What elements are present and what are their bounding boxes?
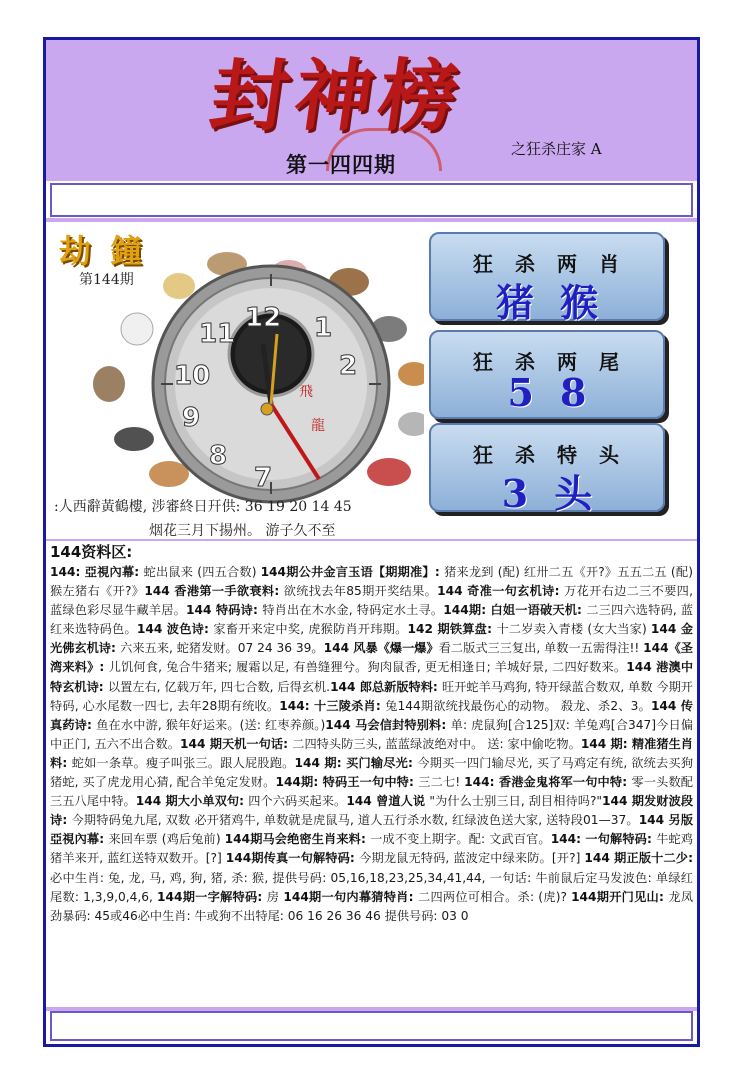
poem-line: 烟花三月下揚州。 游子久不至 [149,523,336,539]
info-item-text: 猪来龙到 (配) 红卅二五《开?》五五二五 (配) 猴左猪右《开?》 [50,565,693,599]
info-item-text: 特肖出在木水金, 特码定水土寻。 [262,603,444,618]
tile-value: 58 [507,370,613,415]
info-item-text: 今期龙鼠无特码, 蓝波定中绿来防。[开?] [359,851,585,866]
info-item-heading: 144 期天机一句话: [180,736,293,751]
info-item-text: 龙凤劲暴码: 45或46必中生肖: 牛或狗不出特尾: 06 16 26 36 46 提供号码: 03 0 [50,889,693,923]
info-item-text: 以置左右, 亿载万年, 四七合数, 后得玄机. [107,679,331,694]
info-item-text: 牛蛇鸡猪羊来开, 蓝红送特双数开。[?] [50,832,693,866]
tile-heading: 狂杀两尾 [473,350,641,374]
info-item-text: 今期买一四门输尽光, 买了马鸡定有统, 欲统去买狗猪蛇, 买了虎龙用心猜, 配合羊兔定发财。 [50,755,693,790]
clock-number: 9 [182,403,201,433]
info-item-heading: 144期开门见山: [571,889,669,904]
poem-line: :人西辭黃鶴樓, 涉審終日幵供: 36 19 20 14 45 [54,499,352,515]
info-item-heading: 144: 十三陵杀肖: [279,698,386,713]
info-item-heading: 142 期铁算盘: [407,622,497,637]
info-item-text: 一成不变上期字。配: 文武百官。 [370,832,551,847]
info-item-text: 万花开右边二三不要四, 蓝绿色彩尽显牛藏羊居。 [50,584,693,618]
info-item-text: 儿饥何食, 兔合牛猪来; 履霜以足, 有兽缝狸兮。狗肉鼠香, 更无相逢日; 羊城好景, 二四好数来。 [108,660,627,675]
info-item-text: 二四两位可相合。杀: (虎)? [418,889,572,904]
info-item-text: 鱼在水中游, 猴年好运来。(送: 红枣养颜。) [96,717,326,732]
divider [46,539,697,541]
clock-heading: 劫 鐘 [59,232,147,270]
info-item-heading: 144 传真药诗: [50,698,693,732]
info-item-text: 必中生肖: 兔, 龙, 马, 鸡, 狗, 猪, 杀: 猴, 提供号码: 05,16,18,23,25,34,41,44, 一句话: 牛前鼠后定马发波色: 单绿红尾数: 1,3,9,0,4,6, [50,870,693,904]
tagline: 之狂杀庄家 A [511,140,602,158]
tile-heading: 狂杀两肖 [473,252,641,276]
info-item-heading: 144期马会绝密生肖来料: [224,832,371,847]
kill-two-tail-tile [429,330,665,419]
clock-illustration [49,224,424,539]
info-body [50,565,693,923]
info-title: 144资料区: [50,543,133,561]
info-item-heading: 144: 亞視內幕: [50,565,144,579]
info-item-heading: 144 郎总新版特料: [330,679,443,694]
info-item-text: 旺开蛇羊马鸡狗, 特开绿蓝合数双, 单数 今期开特码, 心水尾数一四七, 去年28期有统收。 [50,679,693,713]
divider [46,177,697,181]
info-item-heading: 144 马会信封特别料: [325,717,451,732]
info-item-text: 房 [266,889,284,904]
info-item-heading: 144期传真一句解特码: [225,851,360,866]
info-item-heading: 144《圣湾来料》: [50,641,693,675]
clock-number: 7 [254,463,273,493]
info-item-heading: 144 特码诗: [186,603,263,618]
info-item-text: 二三四六选特码, 蓝红来选特码色。 [50,603,693,637]
info-item-text: 来回车票 (鸡后兔前) [108,832,225,847]
info-item-text: 今期特码兔九尾, 双数 必开猪鸡牛, 单数就是虎鼠马, 道人五行杀水数, 红绿波色送大家, 送特段01—37。 [71,813,639,828]
info-item-text: 欲统找去年85期开奖结果。 [283,584,438,599]
info-item-heading: 144 期: 买门输尽光: [294,755,418,770]
info-item-heading: 144 期正版十二少: [584,851,693,866]
header-banner [46,40,697,177]
info-item-heading: 144 另版亞視內幕: [50,813,693,847]
info-item-text: "为什么士别三日, 刮目相待吗?" [429,794,603,809]
info-item-heading: 144 曾道人说 [346,794,430,809]
kill-special-head-tile [429,423,665,516]
clock-issue-label: 第144期 [79,272,134,288]
info-item-heading: 144 金光佛玄机诗: [50,622,693,656]
info-item-text: 兔144期欲统找最伤心的动物。 殺龙、杀2、3。 [385,698,651,713]
tile-value: 猪猴 [495,280,624,325]
page-title: 封神榜 [204,51,470,142]
clock-number: 10 [174,361,211,391]
issue-number: 第一四四期 [286,152,396,177]
clock-number: 1 [314,313,333,343]
clock-center-text: 飛 [299,384,313,400]
info-section [50,542,693,1007]
info-item-heading: 144 波色诗: [136,622,214,637]
clock-number: 8 [209,441,228,471]
divider [46,218,697,222]
info-item-heading: 144 港澳中特玄机诗: [50,660,693,694]
kill-two-zodiac-tile [429,232,665,325]
info-item-text: 单: 虎鼠狗[合125]双: 羊兔鸡[合347]今日偏中正门, 五六不出合数。 [50,717,693,751]
tile-value: 3头 [501,471,619,516]
info-item-heading: 144 期: 精准猪生肖料: [50,736,693,770]
clock-number: 12 [245,303,282,333]
tile-heading: 狂杀特头 [473,443,641,467]
empty-box-top [50,183,693,217]
info-item-text: 看二版式三三复出, 单数一五需得注!! [438,641,644,656]
info-item-heading: 144 期发财波段诗: [50,794,693,828]
info-item-heading: 144期: 白姐一语破天机: [443,603,587,618]
empty-box-bottom [50,1011,693,1041]
clock-center-text: 龍 [311,418,325,434]
info-item-text: 蛇出鼠来 (四五合数) [143,565,261,579]
info-item-text: 零一头数配三五八尾中特。 [50,775,693,809]
info-item-heading: 144 奇准一句玄机诗: [437,584,565,599]
clock-number: 11 [199,319,236,349]
info-item-heading: 144期一字解特码: [157,889,267,904]
info-item-text: 家畜开来定中奖, 虎猴防肖开玮期。 [213,622,408,637]
clock-number: 2 [339,351,358,381]
info-item-heading: 144期公井金言玉语【期期准】: [260,565,445,579]
info-item-text: 四个六码买起来。 [248,794,347,809]
info-item-heading: 144: 一句解特码: [550,832,657,847]
info-item-text: 二四特头防三头, 蓝蓝绿波绝对中。 送: 家中偷吃物。 [292,736,581,751]
info-item-heading: 144 香港第一手欲衰料: [144,584,284,599]
info-item-heading: 144期: 特码王一句中特: [275,775,419,790]
info-item-heading: 144期一句内幕猜特肖: [283,889,418,904]
info-item-text: 三二七! [418,775,465,790]
info-item-heading: 144 期大小单双句: [135,794,249,809]
info-item-text: 蛇如一条草。瘦子叫张三。跟人屁股跑。 [71,755,295,770]
page-frame [43,37,700,1047]
info-item-text: 六来五来, 蛇猪发财。07 24 36 39。 [120,641,324,656]
info-item-heading: 144 风暴《爆一爆》 [323,641,439,656]
info-item-heading: 144: 香港金鬼将军一句中特: [464,775,632,790]
info-item-text: 十二岁卖入青楼 (女大当家) [496,622,651,637]
